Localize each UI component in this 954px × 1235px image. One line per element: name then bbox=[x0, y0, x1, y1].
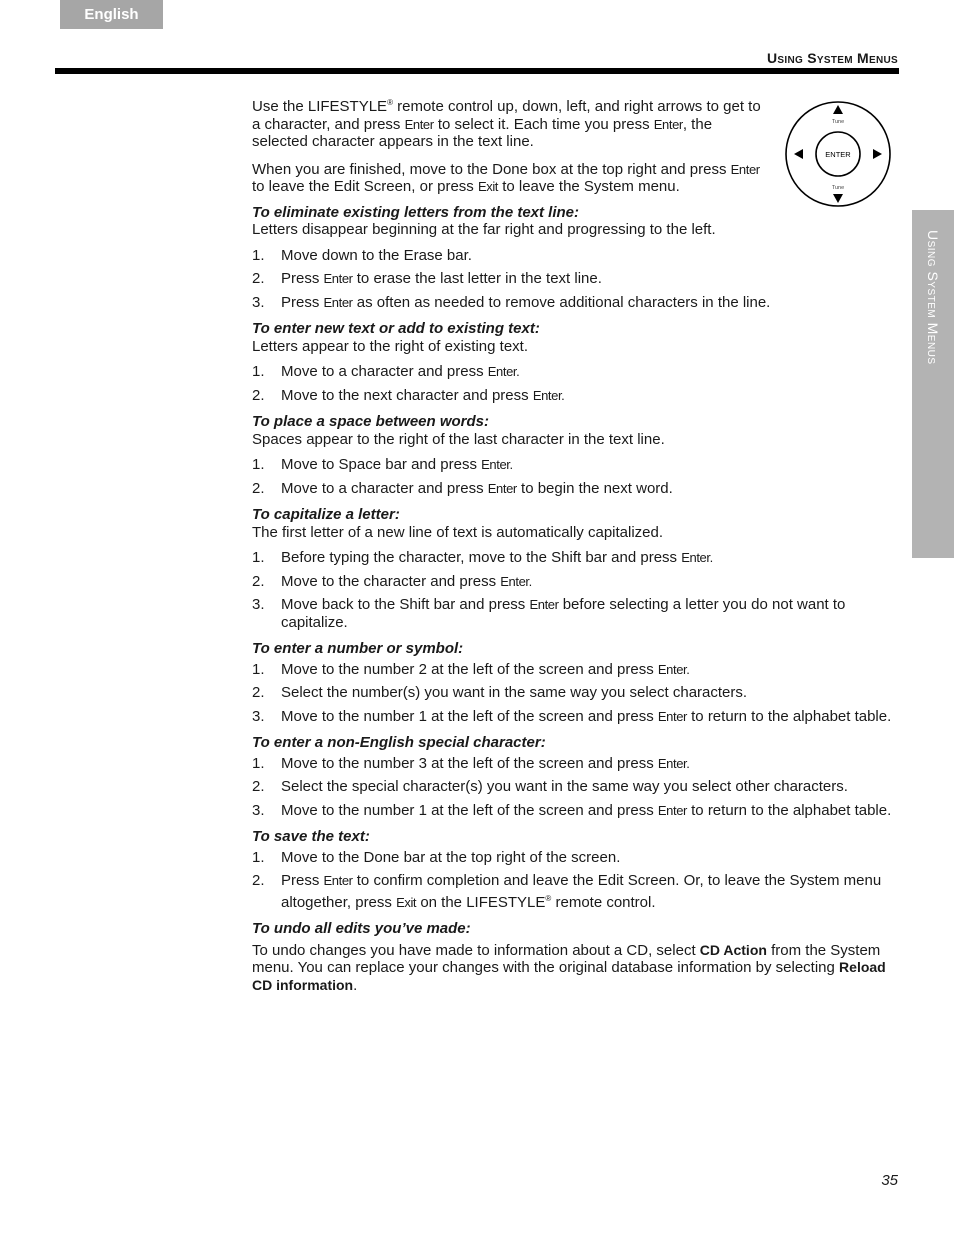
list-item: 2. Press Enter to erase the last letter in the text line. bbox=[252, 270, 602, 287]
list-item: 2. Move to a character and press Enter to begin the next word. bbox=[252, 479, 673, 497]
section-heading: To eliminate existing letters from the text line: bbox=[252, 203, 580, 221]
list-item: 2. Select the number(s) you want in the same way you select characters. bbox=[252, 684, 748, 701]
section-intro: Letters disappear beginning at the far right and progressing to the left. bbox=[252, 221, 716, 238]
tune-up-label: Tune bbox=[831, 119, 845, 125]
list-item: 2. Move to the next character and press Enter. bbox=[252, 386, 565, 404]
list-item: 3. Move back to the Shift bar and press Enter before selecting a letter you do not want to capitalize. bbox=[252, 596, 846, 631]
list-item: 3. Press Enter as often as needed to remove additional characters in the line. bbox=[252, 293, 771, 311]
steps-list bbox=[252, 456, 898, 497]
section-capitalize bbox=[252, 506, 898, 631]
section-heading: To capitalize a letter: bbox=[252, 506, 400, 523]
list-item: 1. Move to Space bar and press Enter. bbox=[252, 456, 513, 473]
section-space bbox=[252, 413, 898, 497]
steps-list bbox=[252, 755, 898, 820]
intro-paragraph-2: When you are finished, move to the Done box at the top right and press Enter to leave the Edit Screen, or press Exit to leave the System menu. bbox=[252, 160, 760, 195]
steps-list bbox=[252, 247, 898, 312]
section-heading: To enter a number or symbol: bbox=[252, 640, 464, 657]
list-item: 1. Move down to the Erase bar. bbox=[252, 246, 472, 264]
side-tab-label: Using System Menus bbox=[925, 230, 941, 365]
section-heading: To enter a non-English special character: bbox=[252, 734, 546, 751]
section-heading: To undo all edits you’ve made: bbox=[252, 920, 471, 937]
list-item: 2. Select the special character(s) you want in the same way you select other characters. bbox=[252, 778, 848, 795]
section-enter-text bbox=[252, 320, 898, 404]
language-tab: English bbox=[60, 0, 163, 29]
section-erase bbox=[252, 204, 898, 312]
main-content bbox=[252, 94, 898, 1003]
list-item: 1. Before typing the character, move to the Shift bar and press Enter. bbox=[252, 549, 713, 566]
list-item: 2. Press Enter to confirm completion and leave the Edit Screen. Or, to leave the System menu altogether, press Exit on the LIFESTYLE® remote control. bbox=[252, 872, 882, 911]
section-heading: To place a space between words: bbox=[252, 413, 490, 430]
side-tab bbox=[912, 210, 954, 558]
section-number bbox=[252, 640, 898, 725]
steps-list bbox=[252, 849, 898, 912]
steps-list bbox=[252, 661, 898, 726]
enter-label: ENTER bbox=[825, 150, 851, 159]
section-body: To undo changes you have made to information about a CD, select CD Action from the System menu. You can replace your changes with the original database information by selecting Reload CD information. bbox=[252, 941, 886, 994]
list-item: 3. Move to the number 1 at the left of the screen and press Enter to return to the alphabet table. bbox=[252, 707, 892, 725]
running-head: Using System Menus bbox=[767, 50, 898, 66]
list-item: 1. Move to the Done bar at the top right of the screen. bbox=[252, 848, 621, 866]
section-intro: Letters appear to the right of existing text. bbox=[252, 337, 528, 355]
list-item: 1. Move to the number 2 at the left of the screen and press Enter. bbox=[252, 660, 690, 678]
steps-list bbox=[252, 363, 898, 404]
page-number: 35 bbox=[881, 1172, 898, 1189]
list-item: 2. Move to the character and press Enter. bbox=[252, 572, 532, 590]
list-item: 3. Move to the number 1 at the left of the screen and press Enter to return to the alphabet table. bbox=[252, 801, 892, 819]
section-heading: To enter new text or add to existing text: bbox=[252, 320, 540, 337]
section-undo bbox=[252, 920, 898, 994]
section-special bbox=[252, 734, 898, 819]
section-intro: The first letter of a new line of text is automatically capitalized. bbox=[252, 523, 664, 541]
section-heading: To save the text: bbox=[252, 828, 370, 845]
list-item: 1. Move to a character and press Enter. bbox=[252, 363, 520, 380]
header-rule bbox=[55, 68, 899, 74]
steps-list bbox=[252, 549, 898, 631]
section-save bbox=[252, 828, 898, 911]
intro-paragraph-1: Use the LIFESTYLE® remote control up, down, left, and right arrows to get to a character, and press Enter to select it. Each time you press Enter, the selected character appears in the text line. bbox=[252, 98, 761, 150]
section-intro: Spaces appear to the right of the last character in the text line. bbox=[252, 430, 665, 448]
list-item: 1. Move to the number 3 at the left of the screen and press Enter. bbox=[252, 754, 690, 772]
tune-down-label: Tune bbox=[831, 185, 845, 191]
